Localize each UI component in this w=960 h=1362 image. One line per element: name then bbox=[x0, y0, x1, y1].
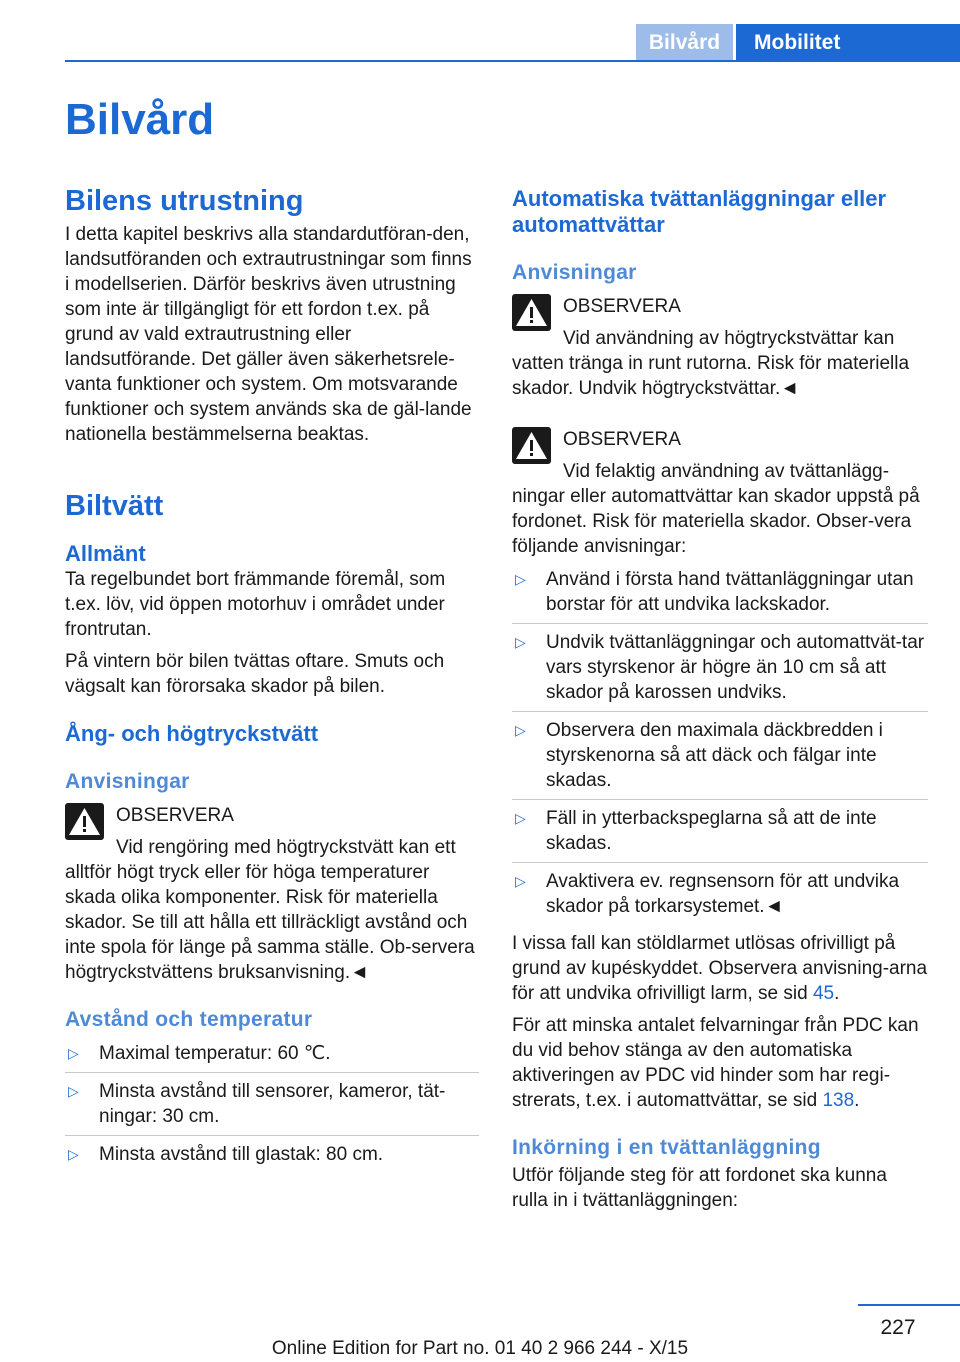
warning-label: OBSERVERA bbox=[116, 805, 234, 826]
warning-icon bbox=[512, 294, 551, 331]
wash-instructions-list bbox=[512, 567, 928, 925]
paragraph-equipment: I detta kapitel beskrivs alla standardutföran-den, landsutföranden och extrautrustningar som finns i modellserien. Därför beskrivs även utrustning som inte är tillgängligt för ett fordon t.ex. på grund av vald extrautrustning eller landsutförande. Det gäller även säkerhetsrele-vanta funktioner och system. Om motsvarande funktioner och system används ska de gäl-lande nationella bestämmelserna beaktas. bbox=[65, 224, 472, 445]
footer-edition: Online Edition for Part no. 01 40 2 966 244 - X/15 bbox=[271, 1338, 689, 1359]
heading-notes-left: Anvisningar bbox=[65, 770, 190, 793]
warning-block-1 bbox=[512, 294, 928, 401]
list-item: ▷ Minsta avstånd till sensorer, kameror, tät-ningar: 30 cm. bbox=[65, 1079, 479, 1136]
bullet-triangle-icon: ▷ bbox=[515, 634, 526, 650]
page-number: 227 bbox=[880, 1316, 916, 1339]
warning-label-1: OBSERVERA bbox=[563, 296, 681, 317]
warning-block bbox=[65, 803, 479, 985]
warning-icon bbox=[65, 803, 104, 840]
paragraph-general-2: På vintern bör bilen tvättas oftare. Smuts och vägsalt kan förorsaka skador på bilen. bbox=[65, 651, 445, 697]
bullet-triangle-icon: ▷ bbox=[515, 873, 526, 889]
right-column bbox=[512, 186, 928, 1213]
heading-general: Allmänt bbox=[65, 541, 146, 566]
paragraph-entering: Utför följande steg för att fordonet ska kunna rulla in i tvättanläggningen: bbox=[512, 1165, 887, 1211]
warning-text: Vid rengöring med högtryckstvätt kan ett alltför högt tryck eller för höga temperaturer skada olika komponenter. Risk för materiella skador. Se till att hålla ett tillräckligt avstånd och inte spola för länge på samma ställe. Ob-servera högtryckstvättens bruksanvisning.◄ bbox=[65, 837, 475, 983]
heading-steam: Ång- och högtryckstvätt bbox=[65, 721, 319, 746]
list-item: ▷ Minsta avstånd till glastak: 80 cm. bbox=[68, 1144, 384, 1165]
warning-icon bbox=[512, 427, 551, 464]
heading-wash: Biltvätt bbox=[65, 490, 164, 522]
distance-list bbox=[65, 1041, 479, 1173]
bullet-triangle-icon: ▷ bbox=[515, 722, 526, 738]
chapter-title: Bilvård bbox=[65, 95, 215, 144]
page-number-rule bbox=[858, 1304, 960, 1306]
header-tab-chapter[interactable]: Mobilitet bbox=[736, 24, 960, 62]
page-link-138[interactable]: 138 bbox=[822, 1090, 855, 1111]
bullet-triangle-icon: ▷ bbox=[68, 1146, 79, 1162]
list-item: ▷ Avaktivera ev. regnsensorn för att undvika skador på torkarsystemet.◄ bbox=[515, 871, 900, 917]
list-item: ▷ Använd i första hand tvättanläggningar utan borstar för att undvika lackskador. bbox=[512, 567, 928, 624]
warning-text-1: Vid användning av högtryckstvättar kan vatten tränga in runt rutorna. Risk för materiella skador. Undvik högtryckstvättar.◄ bbox=[512, 328, 910, 399]
heading-equipment: Bilens utrustning bbox=[65, 185, 304, 217]
header-rule bbox=[65, 60, 960, 62]
bullet-triangle-icon: ▷ bbox=[515, 810, 526, 826]
heading-automatic-wash: Automatiska tvättanläggningar eller automattvättar bbox=[512, 186, 887, 237]
bullet-triangle-icon: ▷ bbox=[68, 1045, 79, 1061]
heading-distance: Avstånd och temperatur bbox=[65, 1008, 313, 1031]
warning-block-2 bbox=[512, 427, 928, 559]
warning-text-2: Vid felaktig användning av tvättanlägg-ningar eller automattvättar kan skador uppstå på fordonet. Risk för materiella skador. Obser-vera följande anvisningar: bbox=[512, 461, 920, 557]
paragraph-general-1: Ta regelbundet bort främmande föremål, som t.ex. löv, vid öppen motorhuv i området under frontrutan. bbox=[65, 569, 446, 640]
paragraph-pdc: För att minska antalet felvarningar från PDC kan du vid behov stänga av den automatiska aktiveringen av PDC vid hinder som har regi-strerats, t.ex. i automattvättar, se sid 138. bbox=[512, 1015, 919, 1111]
header-tab-section[interactable]: Bilvård bbox=[648, 31, 721, 54]
list-item: ▷ Maximal temperatur: 60 ℃. bbox=[65, 1041, 479, 1073]
heading-notes-right: Anvisningar bbox=[512, 261, 637, 284]
warning-label-2: OBSERVERA bbox=[563, 429, 681, 450]
paragraph-alarm: I vissa fall kan stöldlarmet utlösas ofrivilligt på grund av kupéskyddet. Observera anvisning-arna för att undvika ofrivilligt larm, se sid 45. bbox=[512, 933, 928, 1004]
bullet-triangle-icon: ▷ bbox=[515, 571, 526, 587]
list-item: ▷ Undvik tvättanläggningar och automattvät-tar vars styrskenor är högre än 10 cm så att skador på karossen undviks. bbox=[512, 630, 928, 712]
bullet-triangle-icon: ▷ bbox=[68, 1083, 79, 1099]
page-link-45[interactable]: 45 bbox=[812, 983, 835, 1004]
list-item: ▷ Fäll in ytterbackspeglarna så att de inte skadas. bbox=[512, 806, 928, 863]
list-item: ▷ Observera den maximala däckbredden i styrskenorna så att däck och fälgar inte skadas. bbox=[512, 718, 928, 800]
left-column bbox=[65, 184, 479, 1179]
heading-entering: Inkörning i en tvättanläggning bbox=[512, 1136, 821, 1159]
